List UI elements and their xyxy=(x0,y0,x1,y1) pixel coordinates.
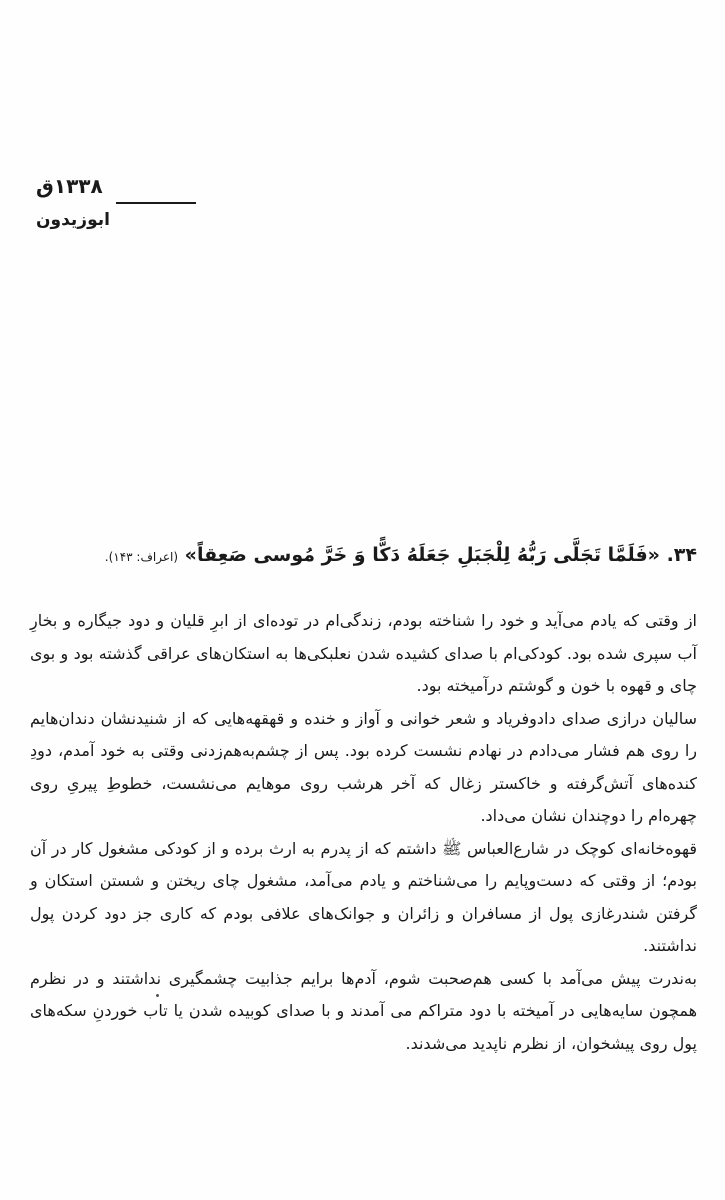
scan-speck xyxy=(156,994,159,997)
paragraph: به‌ندرت پیش می‌آمد با کسی هم‌صحبت شوم، آدم‌ها برایم جذابیت چشمگیری نداشتند و در نظرم همچون سایه‌هایی در آمیخته با دود متراکم می آمدند و با صدای کوبیده شدن یا تاب خوردنِ سکه‌های پول روی پیشخوان، از نظرم ناپدید می‌شدند. xyxy=(30,968,697,1053)
paragraph: قهوه‌خانه‌ای کوچک در شارع‌العباس ﷺ داشتم که از پدرم به ارث برده و از کودکی مشغول کار در آن بودم؛ از وقتی که دست‌وپایم را می‌شناختم و یادم می‌آمد، مشغول چای ریختن و شستن استکان و گرفتن شندرغازی پول از مسافران و زائران و جوانک‌های علافی بودم که کاری جز دود کردن پول نداشتند. xyxy=(30,838,697,955)
header-divider xyxy=(116,202,196,204)
paragraph: از وقتی که یادم می‌آید و خود را شناخته بودم، زندگی‌ام در توده‌ای از ابرِ قلیان و دود جیگاره و بخارِ آب سپری شده بود. کودکی‌ام با صدای کشیده شدن نعلبکی‌ها به استکان‌های عراقی گذشته بود و بوی چای و قهوه با خون و گوشتم درآمیخته بود. xyxy=(30,611,697,695)
header-author: ابوزیدون xyxy=(36,210,110,230)
verse-reference: (اعراف: ۱۴۳). xyxy=(104,550,179,564)
chapter-header xyxy=(36,172,196,232)
quran-verse-line xyxy=(30,540,697,572)
verse-text: «فَلَمَّا تَجَلَّى رَبُّهُ لِلْجَبَلِ جَعَلَهُ دَكًّا وَ خَرَّ مُوسى صَعِقاً» xyxy=(184,544,660,566)
paragraph: سالیان درازی صدای دادوفریاد و شعر خوانی و آواز و خنده و قهقهه‌هایی که از شنیدنشان دندان‌هایم را روی هم فشار می‌دادم در نهادم نشست کرده بود. پس از چشم‌به‌هم‌زدنی وقتی به خود آمدم، دودِ کنده‌های آتش‌گرفته و خاکستر زغال که آخر هرشب روی موهایم می‌نشست، خطوطِ پیریِ روی چهره‌ام را دوچندان نشان می‌داد. xyxy=(30,708,697,825)
body-text xyxy=(30,605,697,1060)
verse-number: ۳۴. xyxy=(666,544,697,566)
header-year: ۱۳۳۸ق xyxy=(36,174,103,198)
